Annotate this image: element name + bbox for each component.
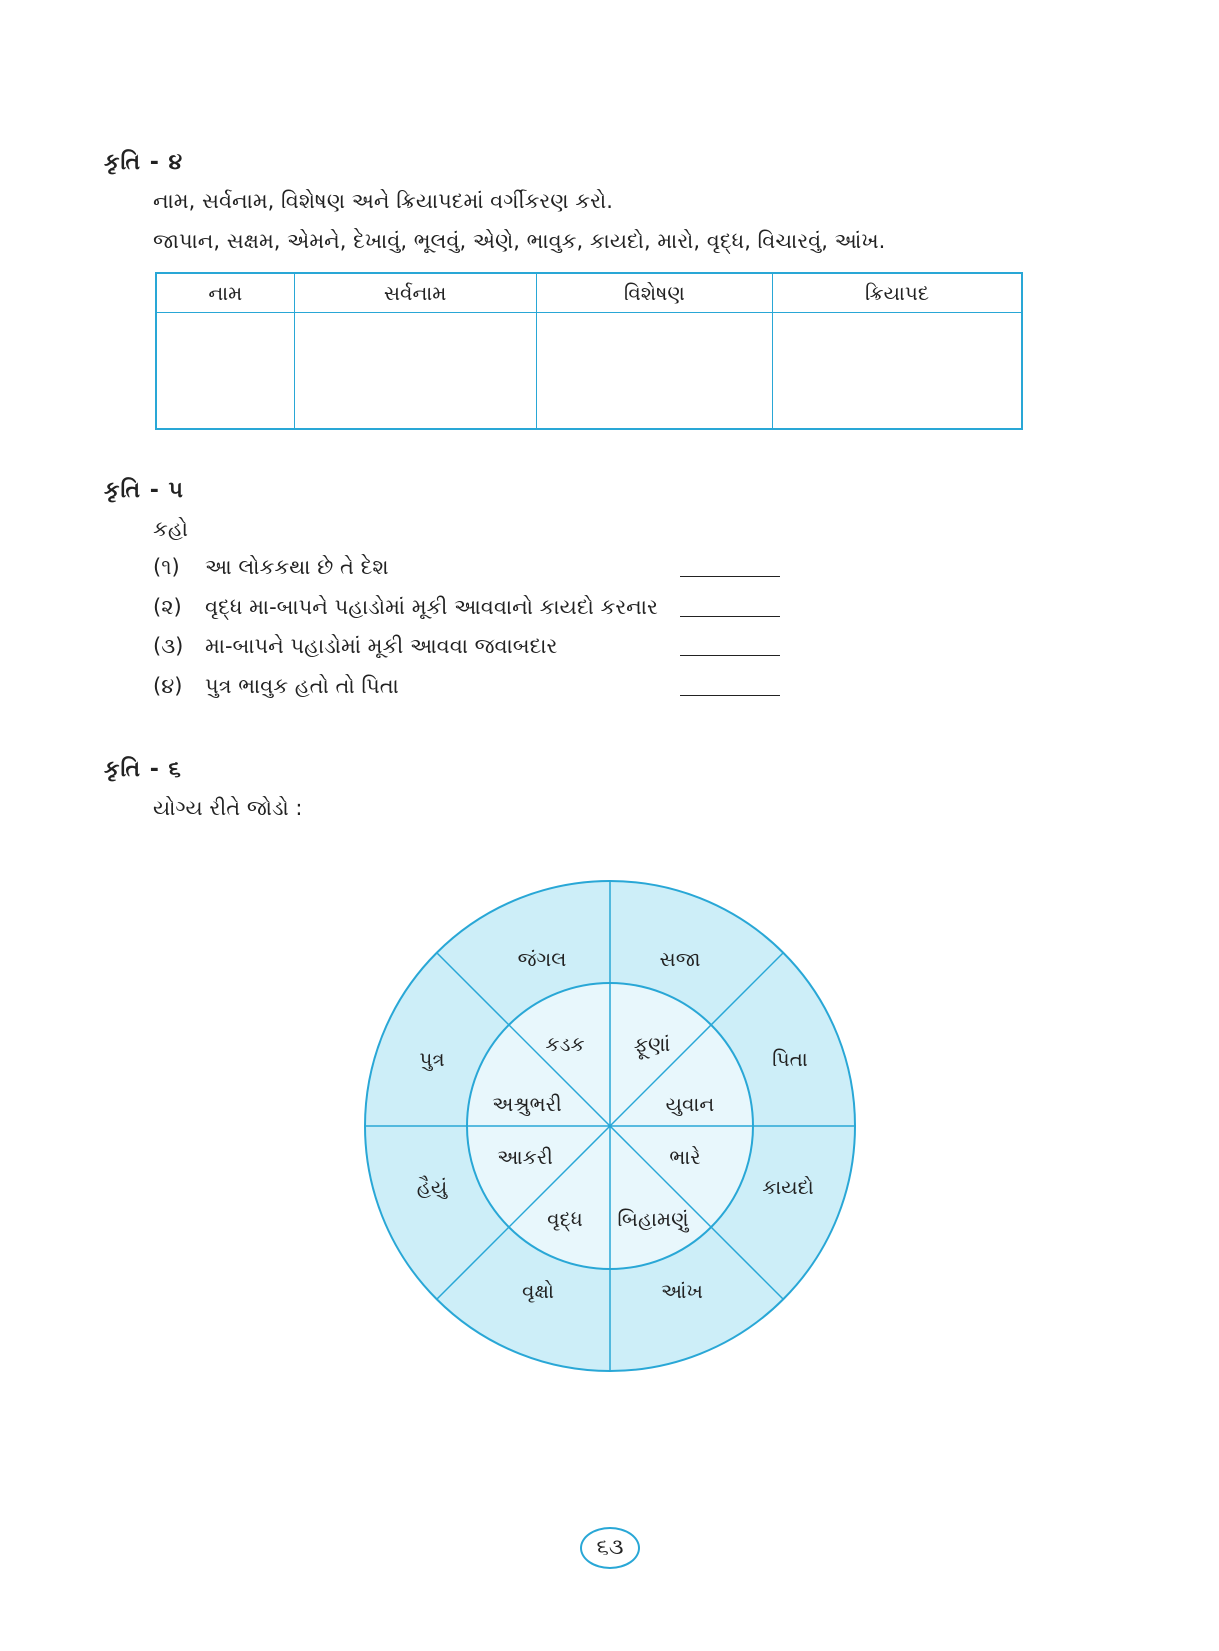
- column-header-adjective: વિશેષણ: [536, 273, 772, 313]
- question-4: [153, 674, 399, 699]
- answer-cell-verb[interactable]: [773, 313, 1023, 430]
- column-header-verb: ક્રિયાપદ: [773, 273, 1023, 313]
- question-text: આ લોકકથા છે તે દેશ: [205, 555, 389, 579]
- answer-blank-3[interactable]: [680, 655, 780, 656]
- wheel-outer-word[interactable]: પુત્ર: [419, 1047, 445, 1071]
- answer-cell-pronoun[interactable]: [294, 313, 536, 430]
- answer-cell-noun[interactable]: [156, 313, 294, 430]
- answer-blank-4[interactable]: [680, 695, 780, 696]
- question-text: વૃદ્ધ મા-બાપને પહાડોમાં મૂકી આવવાનો કાયદો કરનાર: [205, 595, 658, 619]
- column-header-pronoun: સર્વનામ: [294, 273, 536, 313]
- page-number: ૬૩: [580, 1527, 640, 1569]
- task5-heading: કૃતિ - ૫: [104, 478, 184, 503]
- wheel-outer-word[interactable]: કાયદો: [762, 1175, 814, 1199]
- wheel-outer-word[interactable]: જંગલ: [517, 947, 567, 971]
- question-text: મા-બાપને પહાડોમાં મૂકી આવવા જવાબદાર: [205, 634, 558, 658]
- question-2: [153, 595, 658, 620]
- wheel-inner-word[interactable]: ફૂણાં: [633, 1032, 671, 1056]
- wheel-inner-word[interactable]: ભારે: [669, 1145, 701, 1169]
- task4-instruction: નામ, સર્વનામ, વિશેષણ અને ક્રિયાપદમાં વર્ગીકરણ કરો.: [153, 189, 613, 213]
- question-number: (૧): [153, 555, 180, 579]
- classification-table: [155, 272, 1023, 430]
- wheel-inner-word[interactable]: બિહામણું: [617, 1207, 689, 1231]
- task6-heading: કૃતિ - ૬: [104, 757, 182, 782]
- wheel-outer-word[interactable]: વૃક્ષો: [522, 1279, 554, 1303]
- table-answer-row: [156, 313, 1022, 430]
- wheel-inner-word[interactable]: અશ્રુભરી: [492, 1092, 562, 1116]
- question-number: (૪): [153, 674, 183, 698]
- question-text: પુત્ર ભાવુક હતો તો પિતા: [205, 674, 399, 698]
- task4-word-list: જાપાન, સક્ષમ, એમને, દેખાવું, ભૂલવું, એણે, ભાવુક, કાયદો, મારો, વૃદ્ધ, વિચારવું, આંખ.: [153, 229, 886, 253]
- word-wheel: [360, 876, 860, 1376]
- question-3: [153, 634, 557, 659]
- answer-cell-adjective[interactable]: [536, 313, 772, 430]
- wheel-inner-word[interactable]: વૃદ્ધ: [547, 1207, 583, 1231]
- question-1: [153, 555, 389, 580]
- wheel-outer-word[interactable]: આંખ: [661, 1279, 703, 1303]
- task6-instruction: યોગ્ય રીતે જોડો :: [153, 796, 303, 820]
- answer-blank-1[interactable]: [680, 576, 780, 577]
- wheel-outer-word[interactable]: પિતા: [772, 1047, 808, 1071]
- column-header-noun: નામ: [156, 273, 294, 313]
- task4-heading: કૃતિ - ૪: [104, 150, 184, 175]
- table-header-row: [156, 273, 1022, 313]
- question-number: (૨): [153, 595, 182, 619]
- wheel-outer-word[interactable]: હૈયું: [416, 1175, 448, 1199]
- task5-prompt: કહો: [153, 517, 189, 541]
- question-number: (૩): [153, 634, 184, 658]
- wheel-inner-word[interactable]: આકરી: [497, 1145, 553, 1169]
- answer-blank-2[interactable]: [680, 616, 780, 617]
- wheel-outer-word[interactable]: સજા: [659, 947, 701, 971]
- wheel-inner-word[interactable]: યુવાન: [665, 1092, 715, 1116]
- wheel-inner-word[interactable]: કડક: [545, 1032, 585, 1056]
